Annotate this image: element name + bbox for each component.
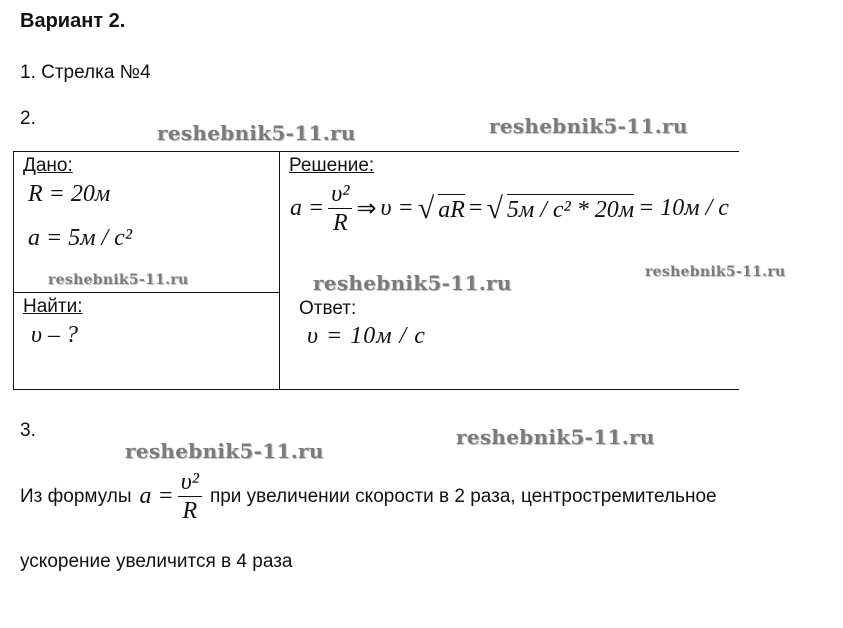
- solution-formula: [290, 182, 729, 235]
- watermark: reshebnik5-11.ru: [157, 121, 356, 145]
- given-acceleration: a = 5м / с²: [28, 225, 133, 251]
- watermark: reshebnik5-11.ru: [313, 271, 512, 295]
- formula-lhs: a =: [290, 195, 325, 221]
- fraction-denominator: R: [182, 498, 198, 524]
- sqrt-symbol: √: [417, 191, 435, 225]
- formula-result: = 10м / с: [638, 195, 729, 221]
- table-row-divider: [13, 292, 280, 293]
- sqrt-aR: aR: [438, 194, 465, 224]
- task3-formula: [140, 470, 202, 523]
- table-column-divider: [279, 151, 280, 390]
- task2-number: 2.: [20, 108, 36, 129]
- sqrt-values: 5м / с² * 20м: [507, 194, 634, 224]
- formula-lhs: a =: [139, 483, 174, 509]
- implies-symbol: ⇒: [356, 196, 377, 222]
- velocity-equals: υ =: [380, 195, 414, 221]
- given-radius: R = 20м: [28, 181, 111, 207]
- task1-answer: 1. Стрелка №4: [20, 62, 151, 83]
- task3-text-line2: ускорение увеличится в 4 раза: [20, 551, 293, 572]
- formula-fraction: [178, 470, 202, 523]
- task3-text-before: Из формулы: [20, 485, 132, 507]
- watermark: reshebnik5-11.ru: [645, 264, 786, 280]
- watermark: reshebnik5-11.ru: [125, 439, 324, 463]
- page-title: Вариант 2.: [20, 10, 126, 32]
- watermark: reshebnik5-11.ru: [489, 114, 688, 138]
- sqrt-symbol: √: [486, 191, 503, 225]
- task3-sentence: [20, 470, 717, 523]
- formula-fraction: [328, 182, 352, 235]
- table-left-border: [13, 151, 14, 390]
- task3-text-after: при увеличении скорости в 2 раза, центростремительное: [209, 485, 717, 507]
- fraction-numerator: υ²: [328, 182, 352, 209]
- answer-value: υ = 10м / с: [307, 323, 426, 349]
- task3-number: 3.: [20, 420, 36, 441]
- find-label: Найти:: [23, 296, 83, 317]
- solution-label: Решение:: [289, 155, 375, 176]
- fraction-denominator: R: [332, 210, 348, 236]
- fraction-numerator: υ²: [178, 470, 202, 497]
- watermark: reshebnik5-11.ru: [456, 425, 655, 449]
- find-value: υ – ?: [31, 322, 79, 348]
- table-bottom-border: [13, 389, 739, 390]
- table-top-border: [13, 151, 739, 152]
- given-label: Дано:: [23, 155, 73, 176]
- answer-label: Ответ:: [299, 298, 357, 319]
- watermark: reshebnik5-11.ru: [48, 272, 189, 288]
- equals-sign: =: [468, 195, 483, 221]
